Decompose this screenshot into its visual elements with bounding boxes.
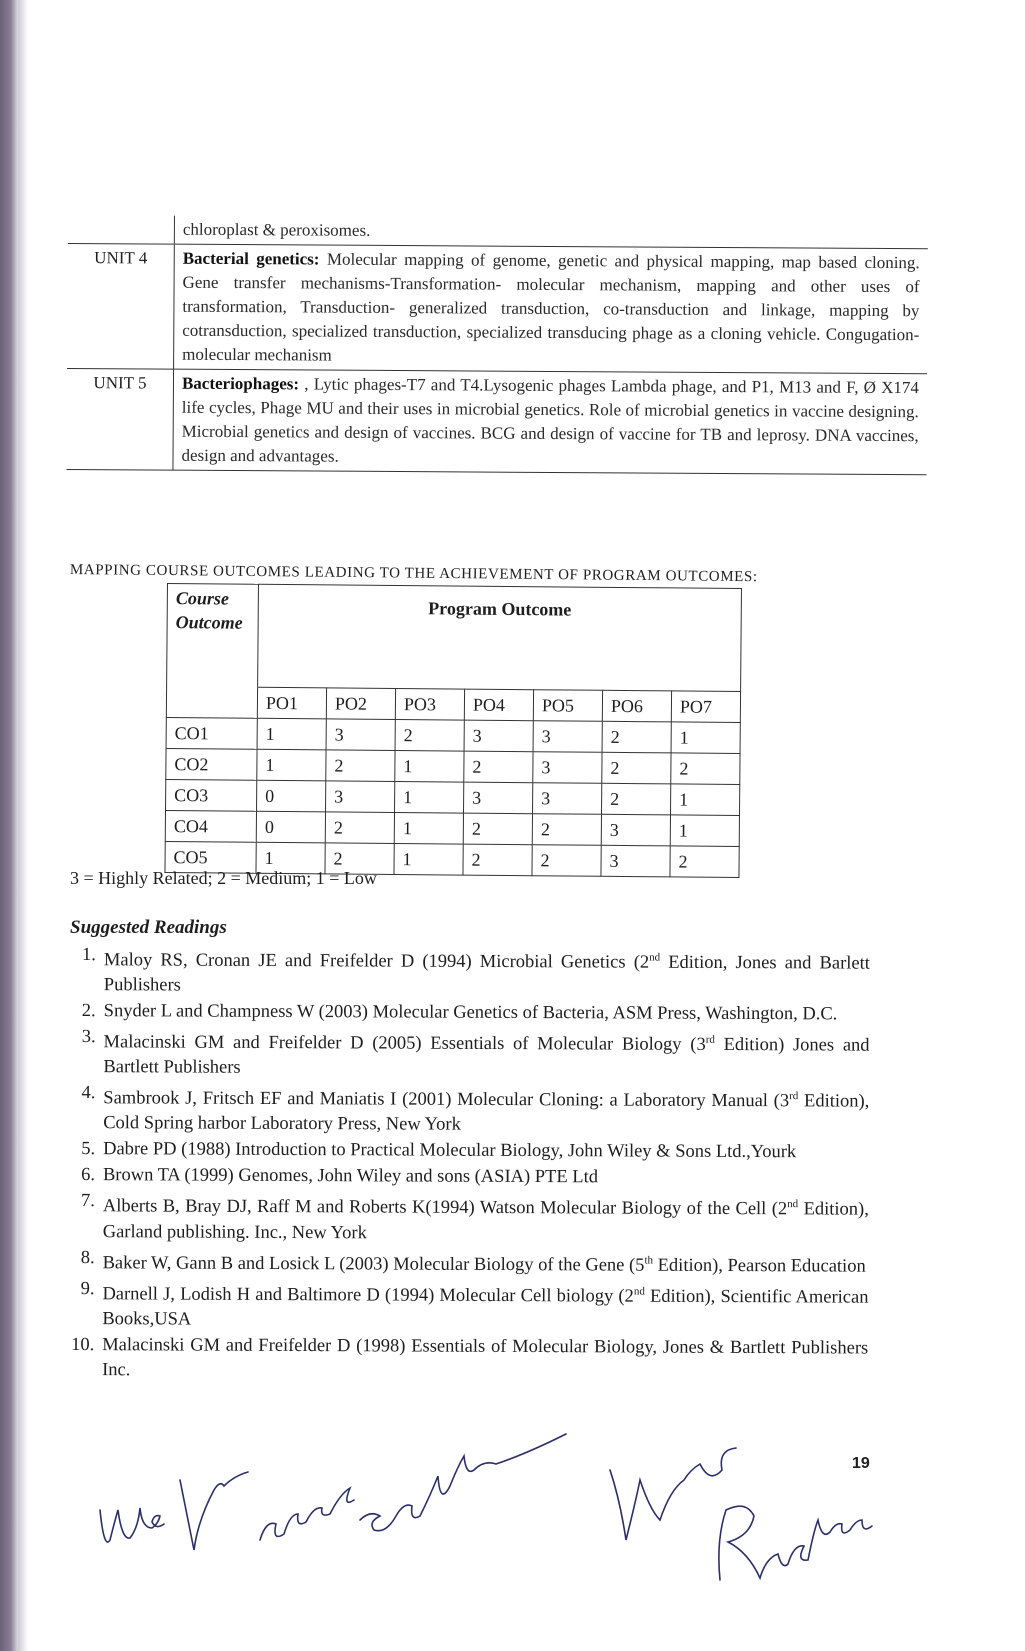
reading-item — [70, 943, 870, 1002]
unit-row-5 — [66, 368, 927, 474]
course-outcome-header-line: Course — [175, 588, 229, 609]
table-row — [166, 779, 740, 815]
mapping-value-cell: 1 — [395, 781, 464, 813]
signatures-area — [90, 1420, 910, 1600]
mapping-value-cell: 1 — [256, 842, 325, 874]
reading-ordinal-suffix: nd — [649, 951, 661, 964]
table-header-row — [167, 584, 742, 692]
course-outcome-header-line: Outcome — [175, 612, 243, 633]
unit-content — [174, 216, 928, 249]
reading-text — [103, 1246, 869, 1279]
reading-text — [104, 943, 870, 1001]
unit-row-4 — [67, 243, 928, 373]
reading-text-main: Brown TA (1999) Genomes, John Wiley and sons (ASIA) PTE Ltd — [102, 1165, 599, 1188]
reading-text — [103, 1081, 869, 1139]
reading-text — [103, 1190, 869, 1248]
mapping-value-cell: 1 — [257, 718, 326, 750]
mapping-value-cell: 2 — [601, 783, 670, 815]
mapping-value-cell: 2 — [671, 753, 740, 785]
course-outcome-cell: CO3 — [166, 779, 257, 811]
reading-item — [69, 1137, 869, 1165]
reading-text-main: Maloy RS, Cronan JE and Freifelder D (1994) Microbial Genetics (2 — [103, 950, 650, 973]
page-number: 19 — [852, 1455, 870, 1472]
table-row — [166, 748, 740, 784]
handwritten-signatures — [90, 1420, 910, 1600]
reading-text-main: Darnell J, Lodish H and Baltimore D (1994) Molecular Cell biology (2 — [102, 1284, 634, 1307]
reading-text-rest: Edition, Jones and Barlett Publishers — [103, 952, 870, 996]
reading-text-main: Baker W, Gann B and Losick L (2003) Molecular Biology of the Gene (5 — [102, 1252, 645, 1276]
mapping-value-cell: 2 — [464, 751, 533, 783]
reading-text — [102, 1277, 868, 1335]
mapping-legend: 3 = Highly Related; 2 = Medium; 1 = Low — [70, 868, 377, 888]
mapping-value-cell: 2 — [670, 846, 739, 878]
unit-heading: Bacteriophages: — [181, 373, 300, 394]
reading-text-rest: Edition), Garland publishing. Inc., New York — [102, 1199, 869, 1243]
reading-item — [70, 999, 870, 1027]
mapping-value-cell: 3 — [326, 781, 395, 813]
mapping-value-cell: 3 — [533, 783, 602, 815]
reading-number: 6. — [81, 1165, 96, 1186]
po-column-header: PO2 — [326, 688, 395, 720]
course-outcome-cell: CO5 — [165, 841, 256, 873]
reading-text-main: Malacinski GM and Freifelder D (1998) Essentials of Molecular Biology, Jones & Bartlett Publishers Inc. — [102, 1335, 869, 1381]
signature-3 — [260, 1488, 354, 1540]
mapping-value-cell: 0 — [256, 811, 325, 843]
reading-text-rest: Edition), Pearson Education — [652, 1255, 866, 1277]
mapping-value-cell: 2 — [532, 814, 601, 846]
unit-heading: Bacterial genetics: — [182, 248, 320, 269]
reading-text — [103, 1164, 869, 1192]
mapping-value-cell: 2 — [463, 813, 532, 845]
mapping-value-cell: 2 — [463, 844, 532, 876]
reading-number: 9. — [80, 1278, 95, 1299]
blank-cell — [166, 687, 257, 719]
reading-text — [102, 1333, 868, 1386]
reading-text-rest: Edition) Jones and Bartlett Publishers — [103, 1035, 870, 1079]
reading-ordinal-suffix: rd — [789, 1090, 799, 1103]
mapping-value-cell: 3 — [326, 719, 395, 751]
course-outcome-cell: CO1 — [166, 717, 257, 749]
signature-1 — [100, 1508, 164, 1542]
mapping-value-cell: 3 — [464, 720, 533, 752]
reading-number: 7. — [80, 1191, 95, 1212]
unit-content-text: chloroplast & peroxisomes. — [182, 219, 371, 240]
reading-text-main: Dabre PD (1988) Introduction to Practical Molecular Biology, John Wiley & Sons Ltd.,Yourk — [103, 1139, 797, 1163]
reading-number: 4. — [81, 1083, 96, 1104]
mapping-section-title: MAPPING COURSE OUTCOMES LEADING TO THE ACHIEVEMENT OF PROGRAM OUTCOMES: — [69, 562, 758, 586]
reading-ordinal-suffix: rd — [705, 1033, 715, 1046]
po-header-row — [166, 687, 740, 723]
table-row — [166, 717, 740, 753]
suggested-readings-title: Suggested Readings — [70, 917, 227, 938]
suggested-readings-list — [68, 943, 870, 1387]
reading-text-main: Alberts B, Bray DJ, Raff M and Roberts K(1994) Watson Molecular Biology of the Cell (2 — [102, 1196, 788, 1220]
unit-content — [173, 369, 927, 475]
po-column-header: PO1 — [257, 687, 326, 719]
mapping-value-cell: 3 — [601, 845, 670, 877]
reading-text — [104, 999, 870, 1027]
mapping-table-body — [165, 717, 740, 877]
mapping-value-cell: 2 — [532, 845, 601, 877]
reading-text-main: Snyder L and Champness W (2003) Molecular Genetics of Bacteria, ASM Press, Washington, D.C. — [103, 1001, 838, 1025]
program-outcome-header: Program Outcome — [258, 584, 742, 691]
mapping-value-cell: 2 — [602, 721, 671, 753]
co-po-mapping-table — [164, 583, 742, 878]
reading-item — [68, 1277, 868, 1336]
reading-ordinal-suffix: nd — [787, 1198, 799, 1211]
table-row — [165, 810, 739, 846]
course-outcome-header — [167, 584, 259, 688]
reading-item — [69, 1163, 869, 1191]
unit-label — [68, 215, 175, 244]
unit-label: UNIT 5 — [66, 368, 173, 470]
mapping-value-cell: 1 — [671, 722, 740, 754]
reading-text-main: Sambrook J, Fritsch EF and Maniatis I (2001) Molecular Cloning: a Laboratory Manual (3 — [103, 1088, 790, 1112]
reading-ordinal-suffix: th — [644, 1254, 654, 1267]
mapping-value-cell: 2 — [395, 719, 464, 751]
mapping-value-cell: 3 — [464, 782, 533, 814]
reading-number: 1. — [82, 945, 96, 966]
mapping-value-cell: 2 — [325, 812, 394, 844]
reading-number: 5. — [81, 1139, 96, 1160]
reading-text-rest: Edition), Scientific American Books,USA — [102, 1286, 869, 1330]
reading-text — [103, 1025, 869, 1083]
reading-item — [69, 1246, 869, 1280]
mapping-value-cell: 1 — [670, 784, 739, 816]
mapping-value-cell: 3 — [533, 752, 602, 784]
course-outcome-cell: CO4 — [165, 810, 256, 842]
signature-rashmi — [719, 1506, 872, 1580]
reading-item — [68, 1333, 868, 1386]
reading-text — [103, 1138, 869, 1166]
mapping-value-cell: 2 — [602, 752, 671, 784]
mapping-value-cell: 1 — [670, 815, 739, 847]
mapping-value-cell: 1 — [394, 812, 463, 844]
reading-text-rest: Edition), Cold Spring harbor Laboratory Press, New York — [103, 1091, 870, 1136]
unit-label: UNIT 4 — [67, 243, 174, 369]
mapping-value-cell: 1 — [394, 843, 463, 875]
unit-content-text: Molecular mapping of genome, genetic and physical mapping, map based cloning. Gene transfer mechanisms-Transformation- molecular mechanism, mapping and other uses of transformation, Transduction- generalized transduction, co-transduction and linkage, mapping by cotransduction, specialized transduction, specialized transducing phage as a cloning vehicle. Congugation- molecular mechanism — [182, 249, 920, 365]
mapping-value-cell: 1 — [395, 750, 464, 782]
reading-text-main: Malacinski GM and Freifelder D (2005) Essentials of Molecular Biology (3 — [103, 1032, 706, 1056]
course-outcome-cell: CO2 — [166, 748, 257, 780]
reading-item — [69, 1081, 869, 1140]
po-column-header: PO5 — [533, 690, 602, 722]
po-column-header: PO4 — [464, 689, 533, 721]
po-column-header: PO3 — [395, 688, 464, 720]
unit-content — [174, 244, 928, 374]
po-column-header: PO7 — [671, 691, 740, 723]
mapping-value-cell: 2 — [326, 750, 395, 782]
mapping-value-cell: 1 — [257, 749, 326, 781]
mapping-value-cell: 3 — [533, 721, 602, 753]
reading-ordinal-suffix: nd — [633, 1285, 645, 1298]
po-column-header: PO6 — [602, 690, 671, 722]
units-table — [66, 215, 928, 475]
reading-item — [69, 1025, 869, 1084]
reading-number: 3. — [81, 1027, 96, 1048]
reading-item — [69, 1189, 869, 1248]
signature-4 — [360, 1434, 566, 1531]
mapping-value-cell: 2 — [325, 843, 394, 875]
signature-5 — [610, 1448, 736, 1540]
mapping-value-cell: 3 — [601, 814, 670, 846]
reading-number: 10. — [71, 1334, 95, 1356]
signature-2 — [180, 1472, 248, 1550]
reading-number: 8. — [80, 1247, 95, 1268]
reading-number: 2. — [81, 1001, 96, 1022]
mapping-value-cell: 0 — [257, 780, 326, 812]
unit-content-text: , Lytic phages-T7 and T4.Lysogenic phages Lambda phage, and P1, M13 and F, Ø X174 life cycles, Phage MU and their uses in microbial genetics. Role of microbial genetics in vaccine designing. Microbial genetics and design of vaccines. BCG and design of vaccine for TB and leprosy. DNA vaccines, design and advantages. — [181, 374, 920, 466]
